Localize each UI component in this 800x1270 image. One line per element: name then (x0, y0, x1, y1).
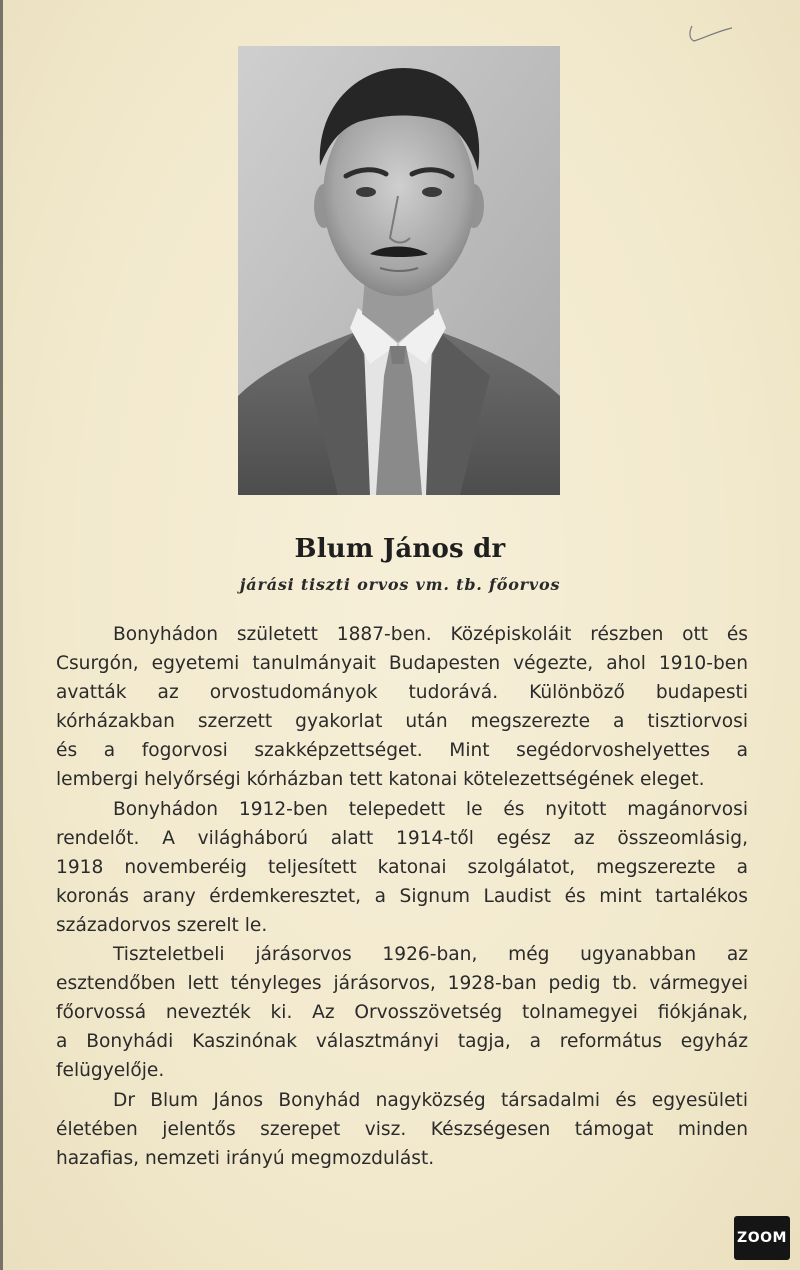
bio-line: a Bonyhádi Kaszinónak választmányi tagja, a református egyház (56, 1031, 748, 1053)
person-name: Blum János dr (294, 534, 506, 564)
bio-line: rendelőt. A világháború alatt 1914-től egész az összeomlásig, (56, 827, 748, 849)
bio-line: Bonyhádon 1912-ben telepedett le és nyitott magánorvosi (113, 798, 748, 820)
bio-line: hazafias, nemzeti irányú megmozdulást. (56, 1147, 435, 1169)
bio-line: esztendőben lett tényleges járásorvos, 1928-ban pedig tb. vármegyei (56, 973, 748, 995)
bio-line: századorvos szerelt le. (56, 914, 268, 936)
bio-line: Csurgón, egyetemi tanulmányait Budapesten végezte, ahol 1910-ben (56, 653, 748, 675)
bio-line: főorvossá nevezték ki. Az Orvosszövetség tolnamegyei fiókjának, (56, 1002, 748, 1024)
bio-line: kórházakban szerzett gyakorlat után megszerezte a tisztiorvosi (56, 711, 748, 733)
bio-line: életében jelentős szerepet visz. Készségesen támogat minden (56, 1118, 748, 1140)
biography-text (56, 620, 748, 1173)
bio-line: Dr Blum János Bonyhád nagyközség társadalmi és egyesületi (113, 1089, 748, 1111)
portrait-photo (238, 46, 560, 495)
person-title: járási tiszti orvos vm. tb. főorvos (239, 575, 561, 594)
bio-line: lembergi helyőrségi kórházban tett katonai kötelezettségének eleget. (56, 769, 705, 791)
pencil-mark (686, 22, 736, 46)
bio-line: Bonyhádon született 1887-ben. Középiskoláit részben ott és (113, 624, 748, 645)
page-edge (0, 0, 3, 1270)
bio-line: Tiszteletbeli járásorvos 1926-ban, még ugyanabban az (113, 944, 748, 966)
bio-line: és a fogorvosi szakképzettséget. Mint segédorvoshelyettes a (56, 740, 748, 762)
bio-line: avatták az orvostudományok tudorává. Különböző budapesti (56, 682, 748, 704)
zoom-logo: ZOOM (734, 1216, 790, 1260)
bio-line: koronás arany érdemkeresztet, a Signum Laudist és mint tartalékos (56, 885, 748, 907)
bio-line: felügyelője. (56, 1060, 165, 1082)
bio-line: 1918 novemberéig teljesített katonai szolgálatot, megszerezte a (56, 856, 748, 878)
